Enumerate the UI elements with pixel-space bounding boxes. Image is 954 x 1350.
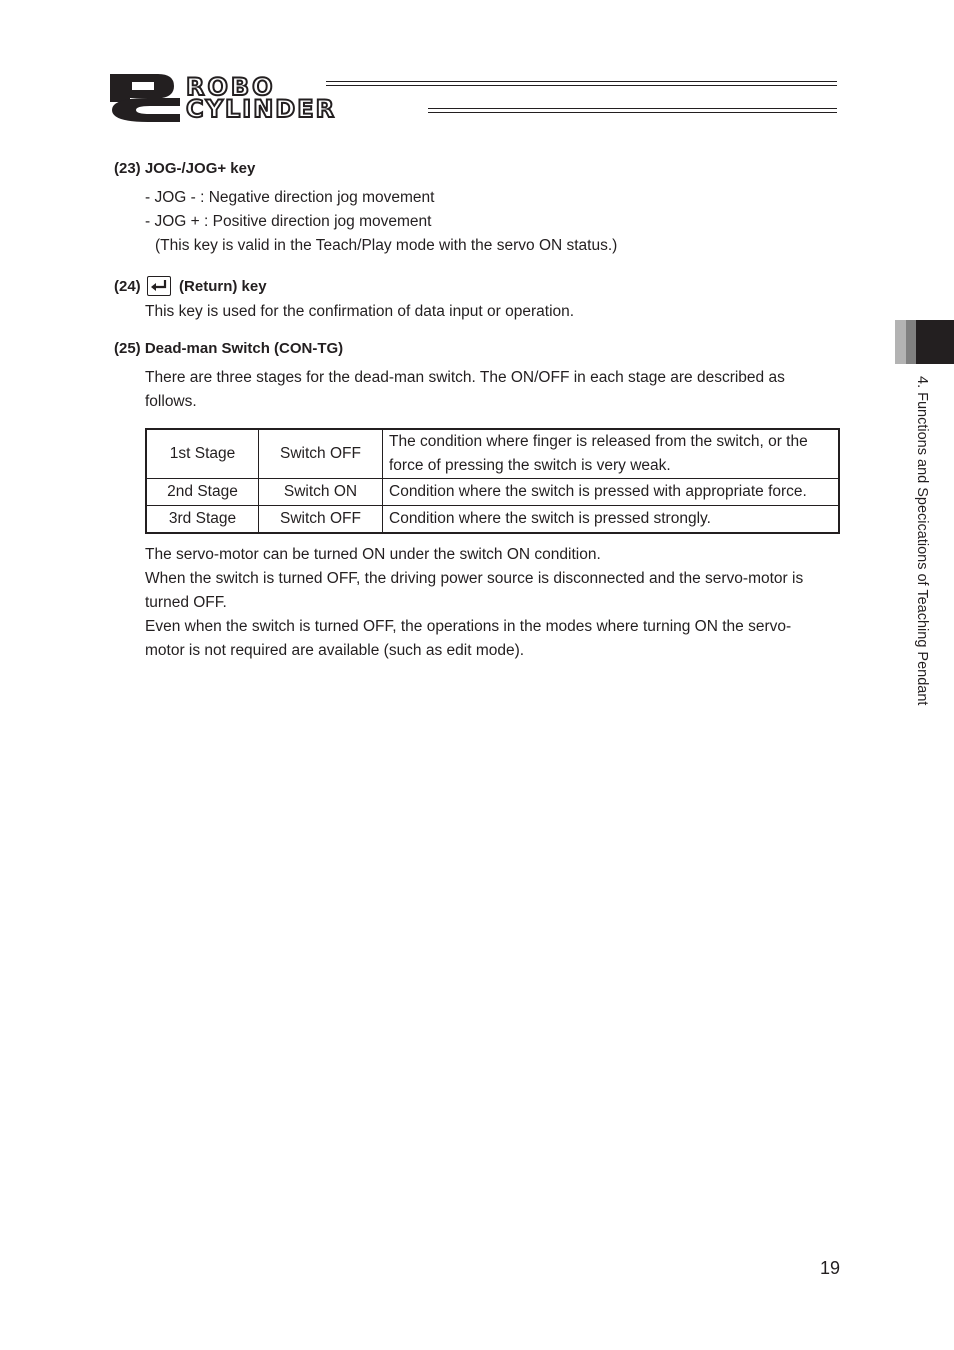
header-rule-bottom [428,108,837,114]
chapter-tab-dark [916,320,954,364]
table-row [146,429,839,479]
return-key-description: This key is used for the confirmation of data input or operation. [145,303,575,320]
chapter-tab-mid [906,320,916,364]
logo-text-cylinder: CYLINDER [186,95,337,123]
jog-minus-item: - JOG - : Negative direction jog movement [145,189,435,206]
switch-off-note: When the switch is turned OFF, the driving power source is disconnected and the servo-motor is turned OFF. [145,570,804,611]
section-23-heading: (23) JOG-/JOG+ key [114,160,256,177]
jog-note: (This key is valid in the Teach/Play mode with the servo ON status.) [155,237,618,254]
table-row [146,506,839,534]
stage-cell: 3rd Stage [146,506,259,534]
section-24-label: (Return) key [179,278,267,295]
robo-cylinder-logo [108,72,428,124]
condition-cell: Condition where the switch is pressed strongly. [383,506,840,534]
switch-state-cell: Switch ON [259,479,383,506]
section-24-heading [114,276,267,296]
deadman-stage-table [145,428,840,534]
chapter-tab-light [895,320,906,364]
return-key-icon [147,276,171,296]
logo-text-robo: ROBO [186,73,276,101]
switch-state-cell: Switch OFF [259,429,383,479]
stage-cell: 2nd Stage [146,479,259,506]
condition-cell: Condition where the switch is pressed with appropriate force. [383,479,840,506]
header-rule-top [326,81,837,87]
deadman-intro: There are three stages for the dead-man switch. The ON/OFF in each stage are described as follows. [145,369,785,410]
edit-mode-note: Even when the switch is turned OFF, the operations in the modes where turning ON the servo-motor is not required are available (such as edit mode). [145,618,792,659]
stage-cell: 1st Stage [146,429,259,479]
jog-plus-item: - JOG + : Positive direction jog movement [145,213,432,230]
switch-state-cell: Switch OFF [259,506,383,534]
chapter-side-label: 4. Functions and Specications of Teaching Pendant [914,376,930,706]
condition-cell: The condition where finger is released from the switch, or the force of pressing the switch is very weak. [383,429,840,479]
section-25-heading: (25) Dead-man Switch (CON-TG) [114,340,344,357]
servo-on-note: The servo-motor can be turned ON under the switch ON condition. [145,546,601,563]
page-number: 19 [819,1258,840,1278]
table-row [146,479,839,506]
section-24-number: (24) [114,278,141,295]
